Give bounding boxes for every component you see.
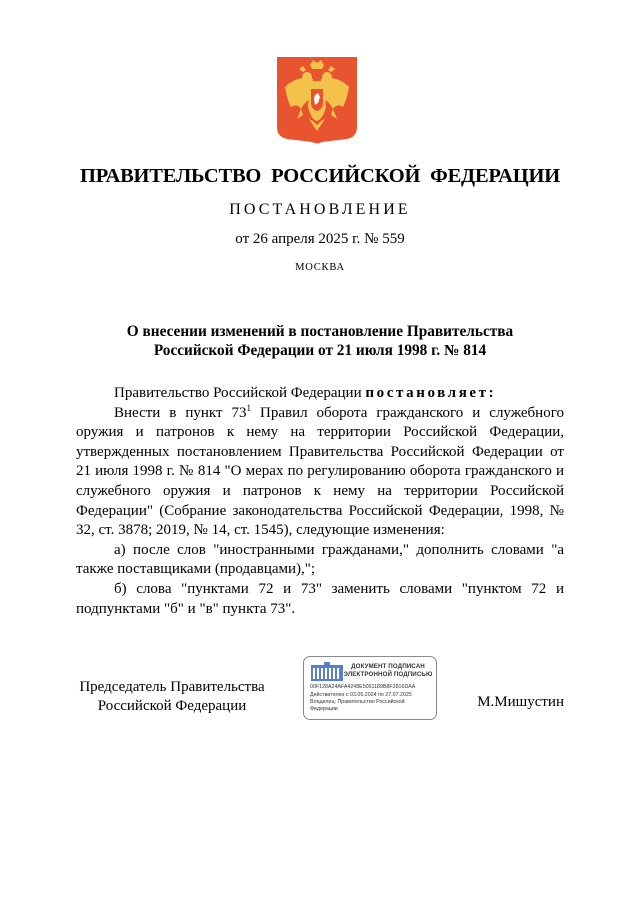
- document-subject: [80, 322, 560, 360]
- signatory-name: М.Мишустин: [477, 694, 564, 710]
- intro-paragraph: [76, 384, 564, 404]
- position-line-2: Российской Федерации: [97, 697, 247, 714]
- item-a-paragraph: а) после слов "иностранными гражданами," дополнить словами "а также поставщиками (продавцами),";: [76, 541, 564, 578]
- stamp-owner-line-2: Федерации: [310, 706, 338, 712]
- electronic-signature-stamp: [303, 656, 437, 720]
- stamp-title-line-1: ДОКУМЕНТ ПОДПИСАН: [351, 663, 425, 670]
- intro-text: Правительство Российской Федерации: [114, 385, 366, 401]
- document-body: [76, 384, 564, 619]
- stamp-validity: Действителен с 03.05.2024 по 27.07.2025: [310, 692, 412, 698]
- decree-word: постановляет:: [365, 385, 497, 401]
- government-title: ПРАВИТЕЛЬСТВО РОССИЙСКОЙ ФЕДЕРАЦИИ: [80, 165, 560, 187]
- stamp-certificate: 00F128A24AFA4248E5061189B8F2816DAA: [310, 684, 416, 690]
- document-date: от 26 апреля 2025 г. № 559: [235, 231, 405, 247]
- footnote-superscript: 1: [246, 402, 252, 413]
- amendment-start: Внести в пункт 73: [114, 404, 247, 421]
- amendment-text: Правил оборота гражданского и служебного оружия и патронов к нему на территории Российской Федерации, утвержденных постановлением Правительства Российской Федерации от 21 июля 1998 г. № 814 "О мерах по регулированию оборота гражданского и служебного оружия и патронов к нему на территории Российской Федерации" (Собрание законодательства Российской Федерации, 1998, № 32, ст. 3878; 2019, № 14, ст. 1545), следующие изменения:: [76, 404, 564, 539]
- document-type: ПОСТАНОВЛЕНИЕ: [229, 201, 411, 218]
- amendment-paragraph: [76, 404, 564, 541]
- government-building-icon: [310, 661, 344, 683]
- document-city: МОСКВА: [295, 262, 345, 273]
- item-b-paragraph: б) слова "пунктами 72 и 73" заменить словами "пунктом 72 и подпунктами "б" и "в" пункта 73".: [76, 580, 564, 617]
- subject-line-2: Российской Федерации от 21 июля 1998 г. № 814: [153, 342, 487, 359]
- subject-line-1: О внесении изменений в постановление Правительства: [126, 323, 514, 340]
- stamp-owner-line-1: Владелец: Правительство Российской: [310, 699, 405, 705]
- stamp-title-line-2: ЭЛЕКТРОННОЙ ПОДПИСЬЮ: [343, 671, 433, 678]
- signatory-position: [76, 678, 268, 715]
- stamp-title: [340, 663, 436, 679]
- position-line-1: Председатель Правительства: [79, 679, 265, 695]
- coat-of-arms-emblem: [277, 57, 357, 145]
